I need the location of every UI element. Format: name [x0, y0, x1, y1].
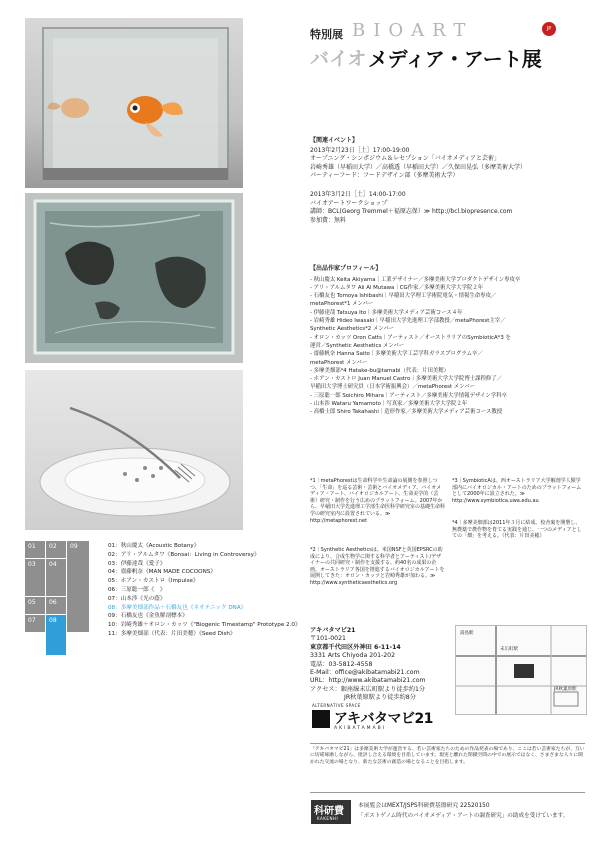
- divider-bottom: [310, 792, 585, 793]
- jp-title: メディア・アート展: [368, 47, 542, 71]
- artist-line: - アリ・アルムタワ Ali Al Mutawa｜CG作家／多摩美術大学大学院２年: [310, 284, 484, 291]
- artist-line: - 秋山慶太 Keita Akiyama｜工業デザイナー／多摩美術大学プロダクトデザイン専攻卒: [310, 276, 521, 283]
- grid-cell-02: 02: [46, 541, 66, 558]
- event2-fee: 参加費：無料: [310, 216, 347, 224]
- logo-small: ALTERNATIVE SPACE: [312, 703, 361, 708]
- divider-top: [310, 743, 585, 744]
- jp-title-prefix: バイオ: [310, 48, 367, 70]
- work-item: 10：岩崎秀雄＋オロン・カッツ《"Biogenic Timestamp" Prototype 2.0》: [108, 622, 301, 629]
- work-item: 09：石橋友也《金魚解剖標本》: [108, 613, 188, 620]
- venue-name: アキバタマビ21: [310, 627, 356, 634]
- event2-date: 2013年3月2日［土］14:00-17:00: [310, 190, 406, 198]
- email[interactable]: E-Mail：office@akibatamabi21.com: [310, 669, 420, 677]
- grid-cell-06: 06: [46, 597, 66, 614]
- access-1: アクセス：銀座線末広町駅より徒歩約1分: [310, 685, 426, 693]
- artist-line: - 多摩美畑部*4 Hatake-bu@tamabi（代表：片田美穂）: [310, 367, 450, 374]
- artist-line: - ホアン・カストロ Juan Manuel Castro｜多摩美術大学大学院博士課程修了／: [310, 376, 503, 383]
- akibatamabi-logo: [312, 703, 442, 735]
- url[interactable]: URL：http://www.akibatamabi21.com: [310, 677, 426, 685]
- event1-title: オープニング・シンポジウム＆レセプション「バイオメディアと芸術」: [310, 155, 500, 163]
- footnote-4: *4｜多摩美畑部は2011年３月に結成。校舎裏を開墾し、無農薬で農作物を育てる実践を通じ、一つのメディアとしての「畑」を考える。（代表：片田美穂）: [452, 520, 582, 540]
- event2-lecturer: 講師：BCL(Georg Tremmel＋福原志保）≫ http://bcl.biopresence.com: [310, 208, 513, 216]
- header: [310, 22, 570, 82]
- address: 東京都千代田区外神田 6-11-14: [310, 643, 401, 651]
- footnote-3: *3｜SymbioticAは、西オーストラリア大学解剖学人類学部内にバイオロジカル・アートのためのプラットフォームとして2000年に設立された。≫ http://www.symbiotica.uwa.edu.au: [452, 478, 582, 504]
- dish-photo: [25, 370, 243, 530]
- kaken-logo-text: 科研費: [314, 806, 344, 817]
- artist-line: 早稲田大学博士研究員（日本学術振興会）／metaPhorest メンバー: [310, 384, 475, 391]
- jp-badge: JP: [542, 22, 556, 36]
- grid-cell-07: 07: [25, 615, 45, 632]
- dish-illustration: [25, 370, 243, 530]
- map-station-1: 末広町駅: [500, 647, 518, 652]
- map-station-2: 湯島駅: [460, 631, 474, 636]
- grid-cell-03: 03: [25, 559, 45, 596]
- specimen-tank-photo: [25, 193, 243, 363]
- footnote-2: *2｜Synthetic Aestheticsは、米国NSFと英国EPSRCの助成により、合成生物学に関する科学者とアーティスト/デザイナーの共同研究・制作を支援する、約40名の成果の企画。オーストラリア各国を推進するバイオロジカルアートを展開してきた：オロン・カッツと岩崎秀雄が加わる。≫ http://www.syntheticaesthetics.org: [310, 547, 445, 586]
- access-map: [455, 625, 587, 715]
- events-section: [310, 137, 580, 225]
- postal-code: 〒101-0021: [310, 635, 346, 643]
- work-item: 02：アリ・アルムタワ《Bonsai：Living in Controversy》: [108, 551, 260, 558]
- logo-main: アキバタマビ21: [334, 711, 433, 727]
- grid-cell-01: 01: [25, 541, 45, 558]
- kaken-line-1: 本展覧会はMEXT/JSPS科研費基盤研究 22520150: [358, 803, 490, 809]
- works-list: [108, 542, 303, 639]
- work-item: 04：齋藤帆奈《MAN MADE COCOONS》: [108, 569, 216, 576]
- artist-line: - 伊藤達哉 Tatsuya Ito｜多摩美術大学メディア芸術コース４年: [310, 309, 463, 316]
- kaken-line-2: 「ポストゲノム時代のバイオメディア・アートの調査研究」の助成を受けています。: [358, 813, 569, 819]
- artist-line: - 高橋士郎 Shiro Takahashi｜造形作家／多摩美術大学メディア芸術コース教授: [310, 409, 503, 416]
- artist-line: Synthetic Aesthetics*2 メンバー: [310, 326, 395, 333]
- kaken-logo: [311, 800, 351, 824]
- map-illustration: [456, 626, 586, 714]
- artist-line: - 山本渉 Wataru Yamamoto｜写真家／多摩美術大学大学院２年: [310, 401, 468, 408]
- artist-line: - 齋藤帆奈 Hanna Saito｜多摩美術大学工芸学科ガラスプログラム卒／: [310, 351, 483, 358]
- description: 「アキバタマビ21」は多摩美術大学が運営する、若い芸術家たちのための作品発表の場であり、ここは若い芸術家たちが、互いに切磋琢磨しながら、批評し合える環境を目指しています。現実と離れた閉鎖空間の中での展示ではなく、さまざまな人々に開かれた交流の場となり、新たな芸術の創造の場となることを目指します。: [310, 747, 585, 765]
- tel: 電話：03-5812-4558: [310, 660, 373, 668]
- events-heading: 【関連イベント】: [310, 137, 359, 144]
- artist-line: - オロン・カッツ Oron Catts｜アーティスト／オーストラリアのSymbioticA*3 を: [310, 334, 511, 341]
- contact-block: [310, 627, 460, 703]
- artists-section: [310, 265, 580, 417]
- event1-party: パーティーフード：フードデザイン部（多摩美術大学）: [310, 172, 459, 180]
- footnote-1: *1｜metaPhorestは生命科学や生命論の展開を参照しつつ、「生命」を巡る芸術・芸術とバイオメディア、バイオメディア・アート、バイオロジカルアート、生命美学的（芸術）研究・制作を行う広めのプラットフォーム。2007年から、早稲田大学先進理工学部生命医科学研究室の基礎生命科学の研究室内に設置されている。≫ http://metaphorest.net: [310, 478, 446, 524]
- artist-line: 運営／Synthetic Aesthetics メンバー: [310, 342, 405, 349]
- map-station-3: JR秋葉原駅: [554, 687, 577, 692]
- index-grid: [25, 541, 89, 655]
- bioart-title: BIOART: [352, 20, 474, 41]
- grid-cell-08: 08: [46, 615, 66, 655]
- work-item: 07：山本渉《光の蔭》: [108, 595, 166, 602]
- grid-cell-09: 09: [67, 541, 89, 632]
- artist-line: - 石橋友也 Tomoya Ishibashi｜早稲田大学理工学術院電気・情報生命専攻／: [310, 293, 497, 300]
- work-item: 05：ホアン・カストロ《Impulse》: [108, 578, 199, 585]
- artist-line: - 岩崎秀雄 Hideo Iwasaki｜早稲田大学先進理工学部教授／metaPhorest主宰／: [310, 318, 506, 325]
- artist-line: metaPhorest*1 メンバー: [310, 301, 374, 308]
- tokubetsu-label: 特別展: [310, 28, 343, 41]
- access-2: JR秋葉原駅より徒歩約8分: [344, 694, 416, 702]
- tank-illustration: [25, 193, 243, 363]
- building: 3331 Arts Chiyoda 201-202: [310, 652, 396, 660]
- logo-sub: AKIBATAMABI: [334, 726, 387, 731]
- goldfish-photo: [25, 18, 243, 188]
- logo-mark-icon: [312, 710, 330, 728]
- goldfish-illustration: [25, 18, 243, 188]
- work-item: 01：秋山慶太《Acoustic Botany》: [108, 543, 200, 549]
- kaken-logo-sub: KAKENHI: [317, 816, 339, 821]
- artist-line: - 三原聡一郎 Soichiro Mihara｜アーティスト／多摩美術大学情報デザイン学科卒: [310, 392, 507, 399]
- work-item: 03：伊藤達哉《愛子》: [108, 560, 166, 567]
- artist-line: metaPhorest メンバー: [310, 359, 368, 366]
- grid-cell-05: 05: [25, 597, 45, 614]
- work-item: 08：多摩美畑部作品＋石橋友也《ネオテニック DNA》: [108, 604, 247, 611]
- work-item: 11：多摩美畑部（代表：片田美穂）《Seed Dish》: [108, 630, 236, 637]
- event1-date: 2013年2月23日［土］17:00-19:00: [310, 146, 410, 154]
- work-item: 06：三原聡一郎《 》: [108, 586, 166, 593]
- event2-title: バイオアートワークショップ: [310, 199, 388, 207]
- event1-speakers: 岩崎秀雄（早稲田大学）／高橋透（早稲田大学）／久保田晃弘（多摩美術大学）: [310, 163, 527, 171]
- artists-heading: 【出品作家プロフィール】: [310, 265, 382, 272]
- grid-cell-04: 04: [46, 559, 66, 596]
